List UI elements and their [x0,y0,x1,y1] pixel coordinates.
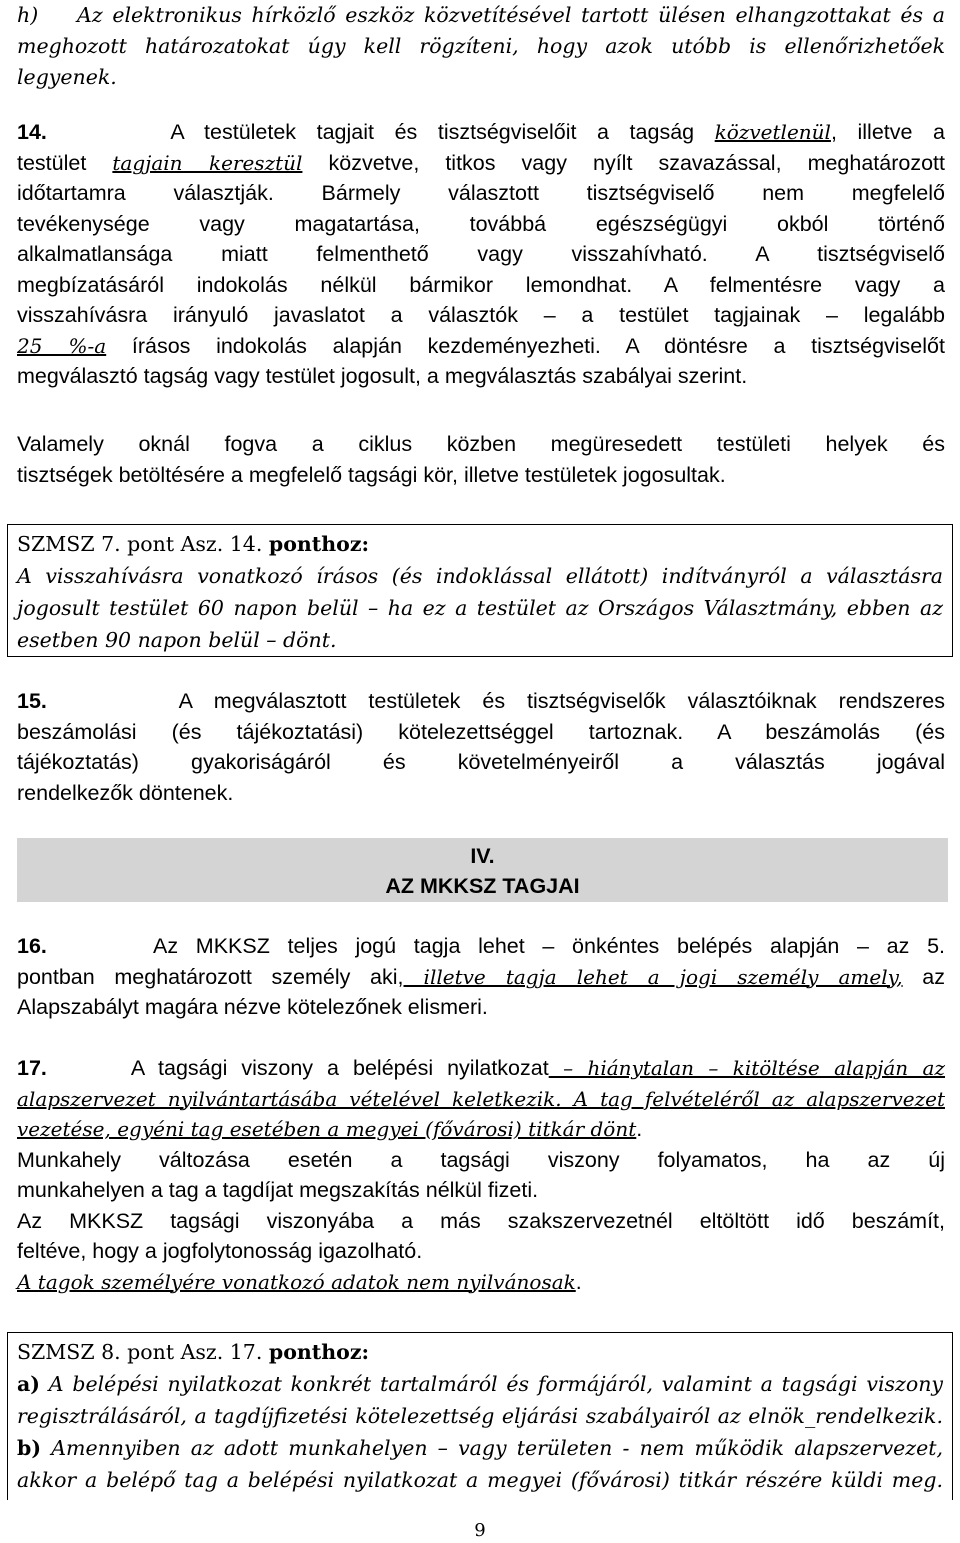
text-line: esetben 90 napon belül – dönt. [17,628,337,652]
text-line: akkor a belépő tag a belépési nyilatkozat a megyei (fővárosi) titkár részére küldi meg. [17,1468,943,1492]
chapter-heading [17,838,948,902]
text-run: írásos indokolás alapján kezdeményezheti. A döntésre a tisztségviselőt [131,333,945,358]
section-number: 17. [17,1056,47,1080]
text-line: regisztrálásáról, a tagdíjfizetési kötelezettség eljárási szabályairól az elnök_rendelkezik. [17,1404,943,1428]
szmsz-box-17 [7,1332,953,1500]
text-line: Munkahely változása esetén a tagsági viszony folyamatos, ha az új [17,1147,945,1172]
text-line [17,1432,943,1464]
text-run: A tagsági viszony a belépési nyilatkozat [130,1056,549,1080]
chapter-number: IV. [470,844,495,868]
box-body [17,1368,943,1496]
text-run: A belépési nyilatkozat konkrét tartalmáról és formájáról, valamint a tagsági viszony [48,1372,943,1396]
item-label: b) [17,1436,42,1460]
underlined-term: közvetlenül [714,120,831,144]
text-line: megválasztó tagság vagy testület jogosult, a megválasztás szabályai szerint. [17,364,748,388]
box-body [17,560,943,656]
text-run: testület [17,150,87,175]
text-line: munkahelyen a tag a tagdíjat megszakítás nélkül fizeti. [17,1178,539,1202]
text-run: közvetve, titkos vagy nyílt szavazással, meghatározott [328,150,946,175]
section-number: 15. [17,689,47,713]
text-line [17,1114,945,1145]
underlined-term: tagjain keresztül [112,150,303,175]
text-line: legyenek. [17,65,117,89]
text-line: visszahívásra irányuló javaslatot a választók – a testület tagjainak – legalább [17,303,945,327]
text-line: tevékenysége vagy magatartása, továbbá egészségügyi okból történő [17,211,945,236]
text-line: A visszahívásra vonatkozó írásos (és indoklással ellátott) indítványról a választásra [17,564,943,588]
text-run: A megválasztott testületek és tisztségviselők választóiknak rendszeres [178,689,945,713]
text-line: Valamely oknál fogva a ciklus közben megüresedett testületi helyek és [17,432,945,456]
text-line [17,686,945,717]
text-line: jogosult testület 60 napon belül – ha ez a testület az Országos Választmány, ebben az [17,596,943,620]
box-title [17,1337,943,1368]
text-line: Alapszabályt magára nézve kötelezőnek elismeri. [17,995,488,1019]
underlined-term: 25 %-a [17,333,107,358]
text-run: pontban meghatározott személy aki, [17,964,404,989]
text-run: Az MKKSZ teljes jogú tagja lehet – önkéntes belépés alapján – az 5. [153,934,945,958]
text-line: tisztségek betöltésére a megfelelő tagsági kör, illetve testületek jogosultak. [17,462,726,487]
paragraph-h [17,0,945,93]
box-title-ref: SZMSZ 8. pont Asz. 17. [17,1340,263,1364]
page-number: 9 [474,1520,486,1541]
text-line [17,962,945,993]
section-17 [17,1053,945,1297]
box-title-suffix: ponthoz: [268,1340,370,1364]
box-title [17,529,943,560]
text-line: rendelkezők döntenek. [17,780,234,805]
text-run: A testületek tagjait és tisztségviselőit a tagság [170,120,695,144]
text-line: alkalmatlansága miatt felmenthető vagy visszahívható. A tisztségviselő [17,242,945,266]
box-title-suffix: ponthoz: [268,532,370,556]
text-line: alapszervezet nyilvántartásába vételével keletkezik. A tag felvételéről az alapszervezet [17,1086,945,1111]
text-line: feltéve, hogy a jogfolytonosság igazolható. [17,1239,423,1263]
text-line: Az MKKSZ tagsági viszonyába a más szakszervezetnél eltöltött idő beszámít, [17,1208,945,1233]
text-run: , illetve a [830,120,945,144]
text-line: beszámolási (és tájékoztatási) kötelezettséggel tartoznak. A beszámolás (és [17,719,945,744]
text-line [17,331,945,362]
text-run: . [575,1269,582,1294]
underlined-term: illetve tagja lehet a jogi személy amely, [403,964,903,989]
underlined-term: – hiánytalan – kitöltése alapján az [548,1056,946,1080]
text-line [17,148,945,179]
box-title-ref: SZMSZ 7. pont Asz. 14. [17,532,263,556]
text-line [17,117,945,148]
text-line [17,1053,945,1084]
section-14 [17,117,945,392]
text-line: tájékoztatás) gyakoriságáról és követelményeiről a választás jogával [17,750,945,774]
section-number: 14. [17,120,47,144]
text-line [17,931,945,962]
underlined-term: vezetése, egyéni tag esetében a megyei (fővárosi) titkár dönt [17,1117,637,1141]
szmsz-box-14 [7,524,953,657]
section-15 [17,686,945,808]
section-number: 16. [17,934,47,958]
chapter-title: AZ MKKSZ TAGJAI [385,874,580,898]
section-14-paragraph-2 [17,429,945,490]
text-line: h) Az elektronikus hírközlő eszköz közvetítésével tartott ülésen elhangzottakat és a [17,3,945,27]
text-run: az [902,964,945,989]
section-16 [17,931,945,1023]
underlined-term: A tagok személyére vonatkozó adatok nem nyilvánosak [17,1269,576,1294]
text-line [17,1368,943,1400]
text-line [17,1267,945,1298]
text-run: Amennyiben az adott munkahelyen – vagy területen - nem működik alapszervezet, [51,1436,943,1460]
text-run: . [636,1117,643,1141]
item-label: a) [17,1372,40,1396]
text-line: időtartamra választják. Bármely választott tisztségviselő nem megfelelő [17,181,945,205]
text-line: megbízatásáról indokolás nélkül bármikor lemondhat. A felmentésre vagy a [17,272,945,297]
text-line: meghozott határozatokat úgy kell rögzíteni, hogy azok utóbb is ellenőrizhetőek [17,34,945,58]
